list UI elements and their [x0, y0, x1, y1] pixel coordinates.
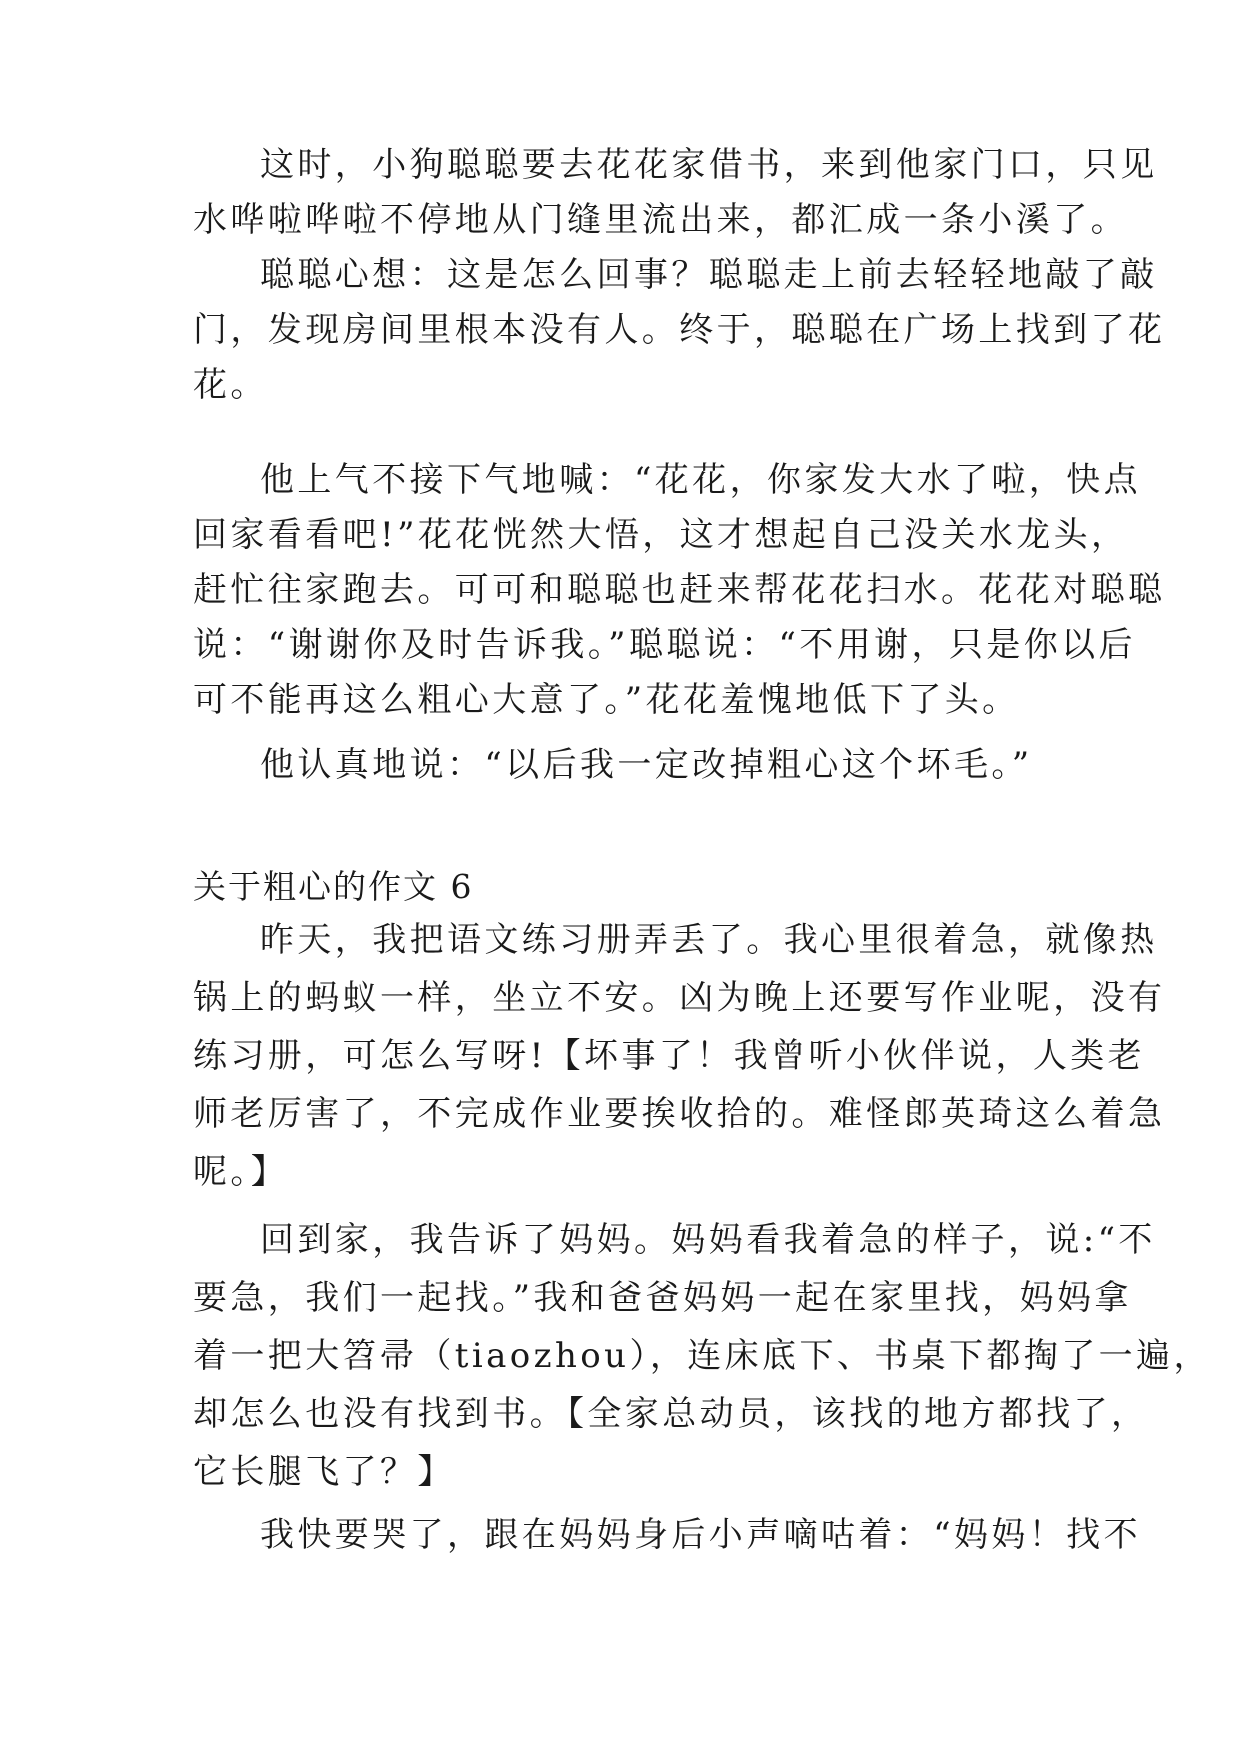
text-line: 赶忙往家跑去。可可和聪聪也赶来帮花花扫水。花花对聪聪 [193, 570, 1166, 610]
text-line: 聪聪心想：这是怎么回事？聪聪走上前去轻轻地敲了敲 [260, 255, 1158, 295]
text-line: 水哗啦哗啦不停地从门缝里流出来，都汇成一条小溪了。 [193, 200, 1128, 240]
text-line: 着一把大笤帚（tiaozhou），连床底下、书桌下都掏了一遍， [193, 1336, 1211, 1376]
text-line: 可不能再这么粗心大意了。”花花羞愧地低下了头。 [193, 680, 1020, 720]
text-line: 回到家，我告诉了妈妈。妈妈看我着急的样子，说:“不 [260, 1220, 1156, 1260]
text-line: 说：“谢谢你及时告诉我。”聪聪说：“不用谢，只是你以后 [193, 625, 1136, 665]
section-heading: 关于粗心的作文 6 [193, 867, 474, 906]
text-line: 他认真地说：“以后我一定改掉粗心这个坏毛。” [260, 745, 1033, 785]
text-line: 花。 [193, 365, 268, 405]
text-line: 要急，我们一起找。”我和爸爸妈妈一起在家里找，妈妈拿 [193, 1278, 1132, 1318]
text-line: 我快要哭了，跟在妈妈身后小声嘀咕着：“妈妈！找不 [260, 1515, 1141, 1555]
text-line: 锅上的蚂蚁一样，坐立不安。凶为晚上还要写作业呢，没有 [193, 978, 1166, 1018]
text-line: 练习册，可怎么写呀!【坏事了！我曾听小伙伴说，人类老 [193, 1036, 1146, 1076]
text-line: 呢。】 [193, 1152, 289, 1192]
text-line: 回家看看吧!”花花恍然大悟，这才想起自己没关水龙头， [193, 515, 1129, 555]
text-line: 却怎么也没有找到书。【全家总动员，该找的地方都找了， [193, 1394, 1149, 1434]
text-line: 它长腿飞了？】 [193, 1452, 455, 1492]
text-line: 这时，小狗聪聪要去花花家借书，来到他家门口，只见 [260, 145, 1158, 185]
text-line: 他上气不接下气地喊：“花花，你家发大水了啦，快点 [260, 460, 1141, 500]
text-line: 门，发现房间里根本没有人。终于，聪聪在广场上找到了花 [193, 310, 1166, 350]
text-line: 昨天，我把语文练习册弄丢了。我心里很着急，就像热 [260, 920, 1158, 960]
text-line: 师老厉害了，不完成作业要挨收拾的。难怪郎英琦这么着急 [193, 1094, 1166, 1134]
